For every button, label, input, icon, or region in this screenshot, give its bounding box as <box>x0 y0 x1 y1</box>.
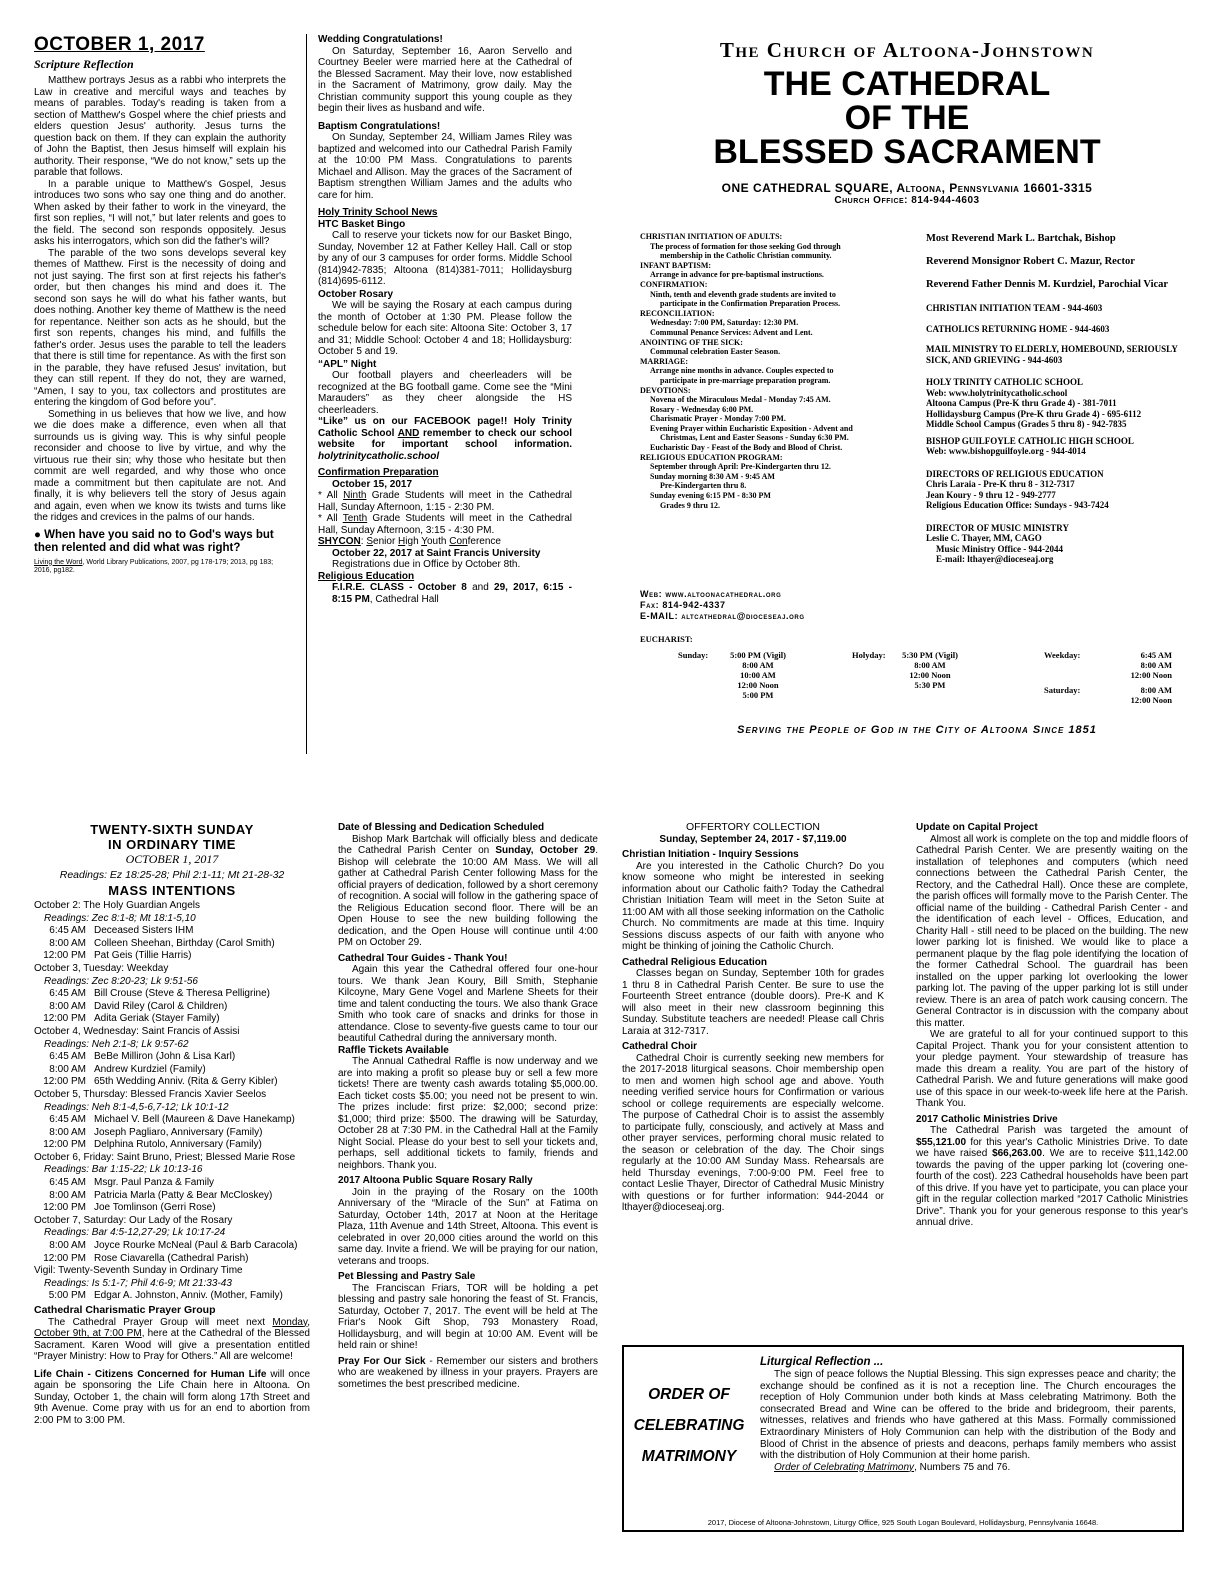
sick-body: - Remember our sisters and brothers who are weakened by illness in your prayers. Prayers are sometimes the best prescribed medicine. <box>338 1355 598 1390</box>
bingo-title: HTC Basket Bingo <box>318 218 406 230</box>
cmd-a: The Cathedral Parish was targeted the amount of <box>930 1125 1188 1136</box>
eucharist-schedule <box>640 634 1194 714</box>
liturgical-body <box>760 1355 1176 1473</box>
tenth-grade-note <box>318 513 572 536</box>
mass-time: 8:00 AM <box>742 660 774 670</box>
ministry-line: Rosary - Wednesday 6:00 PM. <box>650 404 754 414</box>
sunday-label: Sunday: <box>678 650 709 660</box>
scripture-column <box>34 34 286 754</box>
facebook-note <box>318 416 572 462</box>
fax-number: Fax: 814-942-4337 <box>640 600 726 610</box>
intention-line <box>34 1051 310 1064</box>
tour-text: Again this year the Cathedral offered four one-hour tours. We thank Jean Koury, Bill Smith, Stephanie Kilcoyne, Mary Gene Vogel and Marlene Sheets for their time and talent conducting the tours. We also thank Grace Smith who took care of snacks and drinks for those in attendance. Close to seventy-five guests came to tour our beautiful Cathedral during the anniversary month. <box>338 964 598 1044</box>
intention-line <box>34 950 310 963</box>
staff-line: MAIL MINISTRY TO ELDERLY, HOMEBOUND, SERIOUSLY SICK, AND GRIEVING - 944-4603 <box>926 344 1178 365</box>
fire-c: 29, 2017, 6:15 - 8:15 PM <box>332 582 572 605</box>
shycon-h: H <box>398 536 406 547</box>
intention-line <box>34 988 310 1001</box>
intention-line <box>34 1253 310 1266</box>
intention-time: 6:45 AM <box>49 925 86 937</box>
intention-name: Msgr. Paul Panza & Family <box>94 1177 215 1189</box>
staff-line: Web: www.holytrinitycatholic.school <box>926 387 1068 398</box>
church-office-phone: Church Office: 814-944-4603 <box>834 195 980 206</box>
ministries-list <box>640 232 912 510</box>
charis-b: , here at the Cathedral of the Blessed Sacrament. Karen Wood will give a presentation entitled “Prayer Ministry: How to Pray for Others.” All are welcome! <box>34 1328 310 1362</box>
intention-name: Joe Tomlinson (Gerri Rose) <box>94 1202 216 1214</box>
ministry-line: Eucharistic Day - Feast of the Body and Blood of Christ. <box>650 443 843 453</box>
sunday-title-2: IN ORDINARY TIME <box>108 837 236 852</box>
cmd-e: . We are to receive $11,142.00 towards the paving of the upper parking lot (covering one-fourth of the cost). 223 Cathedral households have been part of this drive. If you have yet to participate, you can place your gift in the regular collection marked “2017 Catholic Ministries Drive”. Thank you for your generous response to this year's annual drive. <box>916 1148 1188 1228</box>
contacts-block <box>640 589 920 622</box>
mass-time: 12:00 Noon <box>737 680 779 690</box>
capital-project-column <box>916 822 1188 1342</box>
ministry-line: participate in pre-marriage preparation program. <box>660 375 831 385</box>
staff-line: Religious Education Office: Sundays - 943-7424 <box>926 500 1109 510</box>
charismatic-title: Cathedral Charismatic Prayer Group <box>34 1304 216 1316</box>
order-line-3: MATRIMONY <box>641 1448 737 1465</box>
mass-time: 8:00 AM <box>1140 660 1172 670</box>
staff-line: CHRISTIAN INITIATION TEAM - 944-4603 <box>926 303 1103 313</box>
capital-text-1: Almost all work is complete on the top and middle floors of Cathedral Parish Center. We are presently waiting on the installation of telephones and computers (which need connections between the Cathedral Parish Center, the Rectory, and the Cathedral Hall). Once these are complete, the parish offices will formally move to the Parish Center. The official name of the building - Cathedral Parish Center - and the identification of each level - Offices, Education, and Charity Hall - still need to be placed on the building. The new lower parking lot is finished. We would like to place a permanent plaque by the flag pole identifying the location of the former Cathedral School. The guardrail has been installed on the upper parking lot overlooking the lower parking lot. The paving of the upper parking lot is still under review. There is an area of patch work causing concern. The General Contractor is in discussion with the company about this matter. <box>916 833 1188 1029</box>
staff-line: Jean Koury - 9 thru 12 - 949-2777 <box>926 489 1056 500</box>
date-header: OCTOBER 1, 2017 <box>34 34 205 55</box>
intention-name: Delphina Rutolo, Anniversary (Family) <box>94 1139 262 1151</box>
intention-name: Deceased Sisters IHM <box>94 925 194 937</box>
religious-ed-title: Religious Education <box>318 570 415 582</box>
ministry-line: Novena of the Miraculous Medal - Monday 7:45 AM. <box>650 395 831 405</box>
liturgical-ref-link[interactable]: Order of Celebrating Matrimony <box>774 1461 915 1473</box>
citation-link[interactable]: Living the Word <box>34 558 83 566</box>
shycon-s: S <box>366 536 374 547</box>
choir-title: Cathedral Choir <box>622 1041 698 1052</box>
intention-time: 8:00 AM <box>49 937 86 949</box>
intention-readings: Readings: Bar 1:15-22; Lk 10:13-16 <box>44 1164 203 1176</box>
intention-line <box>34 1127 310 1140</box>
ninth-a: * All <box>318 490 344 501</box>
shycon-d: igh <box>405 536 422 547</box>
cathedral-title-3: BLESSED SACRAMENT <box>713 133 1101 171</box>
intention-time: 6:45 AM <box>49 1114 86 1126</box>
life-chain-text <box>34 1369 310 1427</box>
mass-time: 8:00 AM <box>1140 685 1172 695</box>
citation-text: , World Library Publications, 2007, pg 178-179; 2013, pg 183; 2016, pg182. <box>34 558 274 574</box>
intention-line <box>34 1001 310 1014</box>
tour-title: Cathedral Tour Guides - Thank You! <box>338 952 508 964</box>
tenth-u: Tenth <box>342 513 368 524</box>
shycon-con: Con <box>449 536 468 547</box>
intention-line <box>34 1202 310 1215</box>
intention-readings: Readings: Is 5:1-7; Phil 4:6-9; Mt 21:33-43 <box>44 1277 232 1289</box>
mass-time: 8:00 AM <box>914 660 946 670</box>
shycon-registration: Registrations due in Office by October 8th. <box>332 559 521 570</box>
liturgical-text: The sign of peace follows the Nuptial Blessing. This sign expresses peace and charity; the exchange should be confined as it is not a reception line. The Church encourages the reception of Holy Communion under both kinds at Mass celebrating Matrimony. Both the consecrated Bread and Wine can be offered to the bride and bridegroom, their parents, witnesses, relatives and friends who have gathered at this Mass. Formally commissioned Extraordinary Ministers of Holy Communion can help with the distribution of the Body and Blood of Christ in the absence of priests and deacons, perhaps family members who assist with the distribution of Holy Communion at their home parish. <box>760 1369 1176 1462</box>
staff-line: Reverend Father Dennis M. Kurdziel, Parochial Vicar <box>926 279 1169 290</box>
ministry-line: Wednesday: 7:00 PM, Saturday: 12:30 PM. <box>650 318 799 328</box>
charismatic-text <box>34 1317 310 1363</box>
intention-day: October 3, Tuesday: Weekday <box>34 962 169 974</box>
ministry-line: participate in the Confirmation Preparation Process. <box>660 299 841 309</box>
dedication-title: Date of Blessing and Dedication Scheduled <box>338 822 545 833</box>
ministry-line: RECONCILIATION: <box>640 308 715 318</box>
intention-time: 12:00 PM <box>43 1202 86 1214</box>
liturgical-ref <box>760 1462 1176 1474</box>
intention-name: BeBe Milliron (John & Lisa Karl) <box>94 1051 236 1063</box>
intention-time: 12:00 PM <box>43 1252 86 1264</box>
facebook-and: AND <box>397 427 420 439</box>
cmd-target: $55,121.00 <box>916 1136 967 1148</box>
intention-time: 6:45 AM <box>49 1051 86 1063</box>
ministry-line: ANOINTING OF THE SICK: <box>640 337 743 347</box>
intention-readings: Readings: Zec 8:20-23; Lk 9:51-56 <box>44 975 198 987</box>
facebook-text-b: remember to check our school website for important school information. <box>318 427 572 450</box>
intention-name: Michael V. Bell (Maureen & Dave Hanekamp) <box>94 1114 295 1126</box>
mass-time: 10:00 AM <box>740 670 776 680</box>
intention-line <box>34 1076 310 1089</box>
cathedral-title-1: THE CATHEDRAL <box>763 65 1051 103</box>
ministry-line: Sunday morning 8:30 AM - 9:45 AM <box>650 471 775 481</box>
fire-a: F.I.R.E. CLASS - October 8 <box>332 582 467 593</box>
ministry-line: Evening Prayer within Eucharistic Exposition - Advent and <box>650 423 853 433</box>
web-link[interactable]: Web: www.altoonacathedral.org <box>640 589 782 599</box>
intention-time: 8:00 AM <box>49 1000 86 1012</box>
raffle-text: The Annual Cathedral Raffle is now underway and we are into making a profit so please buy or sell a few more tickets! There are twenty cash awards totaling $5,000.00. Each ticket costs $5.00; you need not be present to win. The prizes include: first prize: $2,000; second prize: $1,000; third prize: $500. The drawing will be Saturday, October 28 at 7:30 PM. in the Cathedral Hall at the Family Night Social. Please do your best to sell your tickets and, perhaps, sell additional tickets to family, friends and neighbors. Thank you. <box>338 1056 598 1171</box>
mass-intentions-list <box>34 900 310 1303</box>
cmd-text <box>916 1125 1188 1229</box>
rally-text: Join in the praying of the Rosary on the 100th Anniversary of the “Miracle of the Sun” at Fatima on Saturday, October 14th, 2017 at Noon at the Heritage Plaza, 11th Avenue and 14th Street, Altoona. This event is celebrated in over 20,000 cities around the world on this same day. Invite a friend. We will be praying for our nation, veterans and troops. <box>338 1186 598 1267</box>
intention-readings: Readings: Neh 8:1-4,5-6,7-12; Lk 10:1-12 <box>44 1101 229 1113</box>
pet-title: Pet Blessing and Pastry Sale <box>338 1271 476 1282</box>
liturgical-reflection-box <box>622 1345 1184 1532</box>
intention-name: Joyce Rourke McNeal (Paul & Barb Caracola) <box>94 1240 298 1252</box>
confirmation-date: October 15, 2017 <box>332 478 413 490</box>
saturday-label: Saturday: <box>1044 685 1081 695</box>
ninth-b: Grade Students will meet in the Cathedral Hall, Sunday Afternoon, 1:15 - 2:30 PM. <box>318 490 572 513</box>
parish-events-column <box>338 822 598 1552</box>
staff-line: Web: www.bishopguilfoyle.org - 944-4014 <box>926 446 1086 456</box>
intention-time: 8:00 AM <box>49 1126 86 1138</box>
life-chain-body: will once again be sponsoring the Life Chain here in Altoona. On Sunday, October 1, the chain will form along 17th Street and 9th Avenue. Come pray with us for an end to abortion from 2:00 PM to 3:00 PM. <box>34 1368 310 1426</box>
dedic-c: . Bishop will celebrate the 10:00 AM Mass. We will all gather at Cathedral Parish Center following Mass for the official prayers of dedication, followed by a short ceremony of recognition. A social will follow in the gathering space of the Religious Education second floor. There will be an Open House to see the new building following the dedication, and the Open House will continue until 4:00 PM on October 29. <box>338 845 598 948</box>
ministry-line: membership in the Catholic Christian community. <box>660 251 832 261</box>
mass-time: 5:00 PM (Vigil) <box>730 650 786 660</box>
church-name: The Church of Altoona-Johnstown <box>719 38 1095 62</box>
shycon-c: enior <box>373 536 399 547</box>
serving-tagline: Serving the People of God in the City of Altoona Since 1851 <box>737 724 1097 736</box>
rosary-text: We will be saying the Rosary at each campus during the month of October at 1:30 PM. Please follow the schedule below for each site: Altoona Site: October 3, 17 and 31; Middle School: October 4 and 18; Hollidaysburg: October 5 and 19. <box>318 300 572 357</box>
ministry-line: Communal Penance Services: Advent and Lent. <box>650 327 813 337</box>
intention-name: Pat Geis (Tillie Harris) <box>94 950 192 962</box>
mass-intentions-column <box>34 822 310 1552</box>
weekday-label: Weekday: <box>1044 650 1081 660</box>
apl-text: Our football players and cheerleaders will be recognized at the BG football game. Come see the “Mini Marauders” as they cheer alongside the HS cheerleaders. <box>318 370 572 416</box>
shycon-acronym: SHYCON <box>318 536 361 547</box>
facebook-text-a: “Like” us on our FACEBOOK page!! Holy Trinity Catholic School <box>318 416 572 439</box>
mass-time: 12:00 Noon <box>1130 670 1172 680</box>
ministry-line: The process of formation for those seeking God through <box>650 241 841 251</box>
shycon-colon: : <box>360 536 367 547</box>
intention-time: 8:00 AM <box>49 1063 86 1075</box>
offertory-amount: Sunday, September 24, 2017 - $7,119.00 <box>659 833 847 845</box>
intention-line <box>34 1013 310 1026</box>
ministry-line: CHRISTIAN INITIATION OF ADULTS: <box>640 232 783 241</box>
intention-time: 6:45 AM <box>49 988 86 1000</box>
tenth-b: Grade Students will meet in the Cathedral Hall, Sunday Afternoon, 3:15 - 4:30 PM. <box>318 513 572 536</box>
apl-title: “APL” Night <box>318 358 377 370</box>
raffle-title: Raffle Tickets Available <box>338 1044 449 1056</box>
intention-day: October 4, Wednesday: Saint Francis of Assisi <box>34 1025 240 1037</box>
baptism-text: On Sunday, September 24, William James Riley was baptized and welcomed into our Cathedral Parish Family at the 10:00 PM Mass. Congratulations to parents Michael and Allison. May the graces of the Sacrament of Baptism strengthen William James and the adults who care for him. <box>318 132 572 201</box>
scripture-title: Scripture Reflection <box>34 57 134 71</box>
eucharist-label: EUCHARIST: <box>640 634 693 644</box>
shycon-e: outh <box>427 536 450 547</box>
mass-time: 5:30 PM <box>914 680 946 690</box>
intention-readings: Readings: Zec 8:1-8; Mt 18:1-5,10 <box>44 912 196 924</box>
mass-time: 5:00 PM <box>742 690 774 700</box>
announcements-column <box>318 34 572 754</box>
intention-name: Edgar A. Johnston, Anniv. (Mother, Family) <box>94 1290 283 1302</box>
intention-name: Colleen Sheehan, Birthday (Carol Smith) <box>94 937 275 949</box>
reflection-question: ● When have you said no to God's ways but then relented and did what was right? <box>34 528 274 554</box>
intention-name: Bill Crouse (Steve & Theresa Pelligrine) <box>94 988 271 1000</box>
intention-day: October 5, Thursday: Blessed Francis Xavier Seelos <box>34 1088 267 1100</box>
church-address: ONE CATHEDRAL SQUARE, Altoona, Pennsylvania 16601-3315 <box>721 181 1093 195</box>
intention-name: Patricia Marla (Patty & Bear McCloskey) <box>94 1189 273 1201</box>
intention-day: October 7, Saturday: Our Lady of the Rosary <box>34 1214 233 1226</box>
rally-title: 2017 Altoona Public Square Rosary Rally <box>338 1175 533 1186</box>
intention-time: 12:00 PM <box>43 1076 86 1088</box>
ministry-line: Ninth, tenth and eleventh grade students are invited to <box>650 289 836 299</box>
intention-day: October 2: The Holy Guardian Angels <box>34 900 201 911</box>
cathedral-title-2: OF THE <box>844 99 970 137</box>
ci-text: Are you interested in the Catholic Church? Do you know someone who might be interested in seeking information about our Catholic faith? Today the Cathedral Christian Initiation Team will meet in the Seton Suite at 11:00 AM with all those seeking information on the Catholic Church. No commitments are made at this time. Inquiry Sessions discuss aspects of our faith with anyone who might be thinking of joining the Catholic Church. <box>622 860 884 952</box>
intention-time: 12:00 PM <box>43 1013 86 1025</box>
school-news-title: Holy Trinity School News <box>318 207 438 218</box>
ministry-line: DEVOTIONS: <box>640 385 691 395</box>
staff-line: Hollidaysburg Campus (Pre-K thru Grade 4) - 695-6112 <box>926 408 1142 419</box>
ministry-line: INFANT BAPTISM: <box>640 260 712 270</box>
scripture-paragraph: The parable of the two sons develops several key themes of Matthew. First is the necessity of doing and not just saying. The first son at first rejects his father's order, but then changes his mind and does it. The second son says he will do what his father wants, but does nothing. Another key theme of Matthew is the need for repentance. Neither son acts as he should, but the first son repents, changes his mind, and fulfills the father's order. Jesus uses the parable to tell the leaders that there is still time for repentance. As with the first son in the parable, they have refused Jesus' invitation, but they can still repent. If they do not, they are warned, “Amen, I say to you, tax collectors and prostitutes are entering the kingdom of God before you”. <box>34 247 286 408</box>
ministry-line: RELIGIOUS EDUCATION PROGRAM: <box>640 452 783 462</box>
intention-name: Andrew Kurdziel (Family) <box>94 1063 206 1075</box>
ci-title: Christian Initiation - Inquiry Sessions <box>622 849 799 860</box>
intention-line <box>34 1064 310 1077</box>
mass-time: 12:00 Noon <box>1130 695 1172 705</box>
faith-column <box>622 822 884 1342</box>
dedic-a: Bishop Mark Bartchak will officially bless and dedicate the Cathedral Parish Center on <box>338 833 598 856</box>
ministry-line: CONFIRMATION: <box>640 279 708 289</box>
tenth-a: * All <box>318 513 343 524</box>
ministry-line: Christmas, Lent and Easter Seasons - Sunday 6:30 PM. <box>660 433 849 443</box>
capital-title: Update on Capital Project <box>916 822 1038 833</box>
wedding-title: Wedding Congratulations! <box>318 34 443 45</box>
staff-line: Most Reverend Mark L. Bartchak, Bishop <box>926 233 1116 244</box>
confirmation-title: Confirmation Preparation <box>318 467 439 478</box>
scripture-citation <box>34 559 286 576</box>
intention-time: 5:00 PM <box>48 1290 86 1302</box>
sunday-times <box>718 650 798 700</box>
shycon-date: October 22, 2017 at Saint Francis University <box>332 547 541 559</box>
mass-intentions-title: MASS INTENTIONS <box>108 883 236 898</box>
offertory-title: OFFERTORY COLLECTION <box>685 822 820 833</box>
staff-list <box>926 232 1188 565</box>
staff-line: Reverend Monsignor Robert C. Mazur, Rector <box>926 256 1135 267</box>
intention-name: 65th Wedding Anniv. (Rita & Gerry Kibler) <box>94 1076 278 1088</box>
shycon-y: Y <box>421 536 427 547</box>
staff-line: E-mail: lthayer@dioceseaj.org <box>936 554 1054 564</box>
mass-time: 12:00 Noon <box>909 670 951 680</box>
column-divider <box>306 34 307 754</box>
ministry-line: Charismatic Prayer - Monday 7:00 PM. <box>650 414 786 424</box>
religious-education-text: Classes began on Sunday, September 10th for grades 1 thru 8 in Cathedral Parish Center. Be sure to use the Fourteenth Street entrance (double doors). Pre-K and K will also meet in their new classroom beginning this Sunday. Substitute teachers are needed! Please call Chris Laraia at 312-7317. <box>622 968 884 1037</box>
cmd-c: for this year's Catholic Ministries Drive. To date we have raised <box>916 1136 1188 1159</box>
scripture-paragraph: Something in us believes that how we live, and how we die does make a difference, even when all that surrounds us is giving way. This is why sinful people reconsider and choose to live by virtue, and why the virtuous rue their sin; why those who hesitate but then commit are well regarded, and why those who once made a commitment but then capitulate are not. And finally, it is why believers tell the story of Jesus again and again, even when we know its twists and turns like the ridges and crevices in the palms of our hands. <box>34 408 286 523</box>
weekday-times <box>1110 650 1172 680</box>
wedding-text: On Saturday, September 16, Aaron Servello and Courtney Beeler were married here at the Cathedral of the Blessed Sacrament. May their love, now established in the Sacrament of Matrimony, grow daily. May the Christian community support this young couple as they begin their lives as husband and wife. <box>318 45 572 114</box>
staff-line: Chris Laraia - Pre-K thru 8 - 312-7317 <box>926 479 1075 489</box>
ministry-line: Sunday evening 6:15 PM - 8:30 PM <box>650 491 771 501</box>
intention-time: 8:00 AM <box>49 1240 86 1252</box>
mass-time: 6:45 AM <box>1140 650 1172 660</box>
cmd-raised: $66,263.00 <box>992 1148 1043 1159</box>
staff-line: DIRECTORS OF RELIGIOUS EDUCATION <box>926 468 1104 479</box>
fire-b: and <box>466 582 495 593</box>
fire-d: , Cathedral Hall <box>369 593 439 605</box>
saturday-times <box>1110 685 1172 705</box>
holyday-times <box>890 650 970 690</box>
school-website-link[interactable]: holytrinitycatholic.school <box>318 450 440 462</box>
intention-line <box>34 1177 310 1190</box>
liturgical-title: Liturgical Reflection ... <box>760 1356 884 1368</box>
ministry-line: Grades 9 thru 12. <box>660 500 720 510</box>
staff-line: Altoona Campus (Pre-K thru Grade 4) - 381-7011 <box>926 398 1117 408</box>
ministry-line: September through April: Pre-Kindergarten thru 12. <box>650 462 831 472</box>
ministry-line: Pre-Kindergarten thru 8. <box>660 481 747 491</box>
intention-line <box>34 938 310 951</box>
charis-u: Monday, October 9th, at 7:00 PM <box>34 1316 310 1339</box>
sick-title: Pray For Our Sick <box>338 1355 426 1367</box>
intention-name: David Riley (Carol & Children) <box>94 1000 228 1012</box>
intention-readings: Readings: Bar 4:5-12,27-29; Lk 10:17-24 <box>44 1227 226 1239</box>
baptism-title: Baptism Congratulations! <box>318 120 441 132</box>
staff-line: CATHOLICS RETURNING HOME - 944-4603 <box>926 323 1110 334</box>
sunday-title-1: TWENTY-SIXTH SUNDAY <box>90 822 254 837</box>
staff-line: DIRECTOR OF MUSIC MINISTRY <box>926 522 1069 533</box>
intention-line <box>34 1139 310 1152</box>
staff-line: Middle School Campus (Grades 5 thru 8) - 942-7835 <box>926 419 1127 429</box>
ninth-u: Ninth <box>343 490 367 501</box>
scripture-paragraph: Matthew portrays Jesus as a rabbi who interprets the Law in creative and merciful ways and teaches by means of parables. Today's reading is taken from a section of Matthew's Gospel where the chief priests and elders question Jesus' authority. Jesus turns the question back on them. If they can explain the authority of John the Baptist, then Jesus himself will explain his authority. Their response, “We do not know,” sets up the parable that follows. <box>34 75 286 178</box>
masthead <box>620 38 1194 206</box>
bingo-text: Call to reserve your tickets now for our Basket Bingo, Sunday, November 12 at Father Kelley Hall. Call or stop by any of our 3 campuses for order forms. Middle School (814)942-7835; Altoona (814)381-7011; Hollidaysburg (814)695-6112. <box>318 230 572 287</box>
intention-time: 6:45 AM <box>49 1177 86 1189</box>
shycon-line <box>318 536 572 548</box>
intention-line <box>34 925 310 938</box>
choir-text: Cathedral Choir is currently seeking new members for the 2017-2018 liturgical seasons. Choir membership open to men and women high school age and above. Youth needing verified service hours for Confirmation or various school or college requirements are especially welcome. The purpose of Cathedral Choir is to assist the assembly to participate fully, consciously, and actively at Mass and other prayer services, performing choral music related to the season or celebration of the day. The Choir sings regularly at the 10:00 AM Sunday Mass. Rehearsals are held Thursday evenings, 7:00-9:00 PM. Feel free to contact Leslie Thayer, Director of Cathedral Music Ministry with questions or for further information: 944-2044 or lthayer@dioceseaj.org. <box>622 1052 884 1213</box>
mass-readings: Readings: Ez 18:25-28; Phil 2:1-11; Mt 21-28-32 <box>59 869 285 881</box>
order-title <box>630 1379 748 1472</box>
order-line-2: CELEBRATING <box>633 1417 745 1434</box>
fire-class-note <box>318 582 572 605</box>
staff-line: BISHOP GUILFOYLE CATHOLIC HIGH SCHOOL <box>926 435 1134 446</box>
capital-text-2: We are grateful to all for your continued support to this Capital Project. Thank you for your consistent attention to your pledge payment. Your stewardship of treasure has made this dream a reality. You are part of the history of Cathedral Parish. We and future generations will make good use of this space in our week-to-week life here at the Parish. Thank You. <box>916 1029 1188 1109</box>
holyday-label: Holyday: <box>852 650 886 660</box>
intention-line <box>34 1240 310 1253</box>
email-link[interactable]: E-MAIL: altcathedral@dioceseaj.org <box>640 611 805 621</box>
cmd-title: 2017 Catholic Ministries Drive <box>916 1113 1058 1125</box>
intention-day: Vigil: Twenty-Seventh Sunday in Ordinary Time <box>34 1265 243 1277</box>
intention-line <box>34 1114 310 1127</box>
intention-readings: Readings: Neh 2:1-8; Lk 9:57-62 <box>44 1038 189 1050</box>
mass-date: OCTOBER 1, 2017 <box>125 852 219 866</box>
shycon-f: ference <box>467 536 501 547</box>
order-line-1: ORDER OF <box>648 1386 730 1403</box>
pet-text: The Franciscan Friars, TOR will be holding a pet blessing and pastry sale honoring the feast of St. Francis, Saturday, October 7, 2017. The event will be held at The Friar's Nook Gift Shop, 793 Monastery Road, Hollidaysburg, and will begin at 10:00 AM. Event will be held rain or shine! <box>338 1282 598 1351</box>
intention-name: Adita Geriak (Stayer Family) <box>94 1013 220 1025</box>
intention-name: Rose Ciavarella (Cathedral Parish) <box>94 1252 249 1264</box>
intention-time: 8:00 AM <box>49 1189 86 1201</box>
ministry-line: MARRIAGE: <box>640 356 688 366</box>
staff-line: Leslie C. Thayer, MM, CAGO <box>926 533 1042 543</box>
life-chain-title: Life Chain - Citizens Concerned for Human Life <box>34 1368 267 1380</box>
intention-line <box>34 1190 310 1203</box>
intention-name: Joseph Pagliaro, Anniversary (Family) <box>94 1126 263 1138</box>
ninth-grade-note <box>318 490 572 513</box>
liturgical-ref-rest: , Numbers 75 and 76. <box>914 1461 1011 1473</box>
staff-line: Music Ministry Office - 944-2044 <box>936 543 1063 554</box>
liturgical-footer: 2017, Diocese of Altoona-Johnstown, Liturgy Office, 925 South Logan Boulevard, Hollidaysburg, Pennsylvania 16648. <box>707 1518 1099 1527</box>
ministry-line: Arrange in advance for pre-baptismal instructions. <box>650 270 824 280</box>
intention-day: October 6, Friday: Saint Bruno, Priest; Blessed Marie Rose <box>34 1151 296 1163</box>
sick-text <box>338 1356 598 1391</box>
scripture-paragraph: In a parable unique to Matthew's Gospel, Jesus introduces two sons who say one thing and do another. When asked by their father to work in the vineyard, the first son replies, “I will not,” but later relents and goes to the field. The second son responds oppositely. Jesus asks his interrogators, which son did the father's will? <box>34 178 286 247</box>
religious-education-title: Cathedral Religious Education <box>622 956 768 968</box>
dedication-text <box>338 834 598 949</box>
charis-a: The Cathedral Prayer Group will meet next <box>48 1316 273 1328</box>
rosary-title: October Rosary <box>318 288 394 300</box>
ministry-line: Communal celebration Easter Season. <box>650 347 781 357</box>
intention-time: 12:00 PM <box>43 950 86 962</box>
intention-line <box>34 1290 310 1303</box>
dedic-b: Sunday, October 29 <box>495 845 596 856</box>
intention-time: 12:00 PM <box>43 1139 86 1151</box>
mass-time: 5:30 PM (Vigil) <box>902 650 958 660</box>
ministry-line: Arrange nine months in advance. Couples expected to <box>650 366 834 376</box>
staff-line: HOLY TRINITY CATHOLIC SCHOOL <box>926 377 1083 387</box>
